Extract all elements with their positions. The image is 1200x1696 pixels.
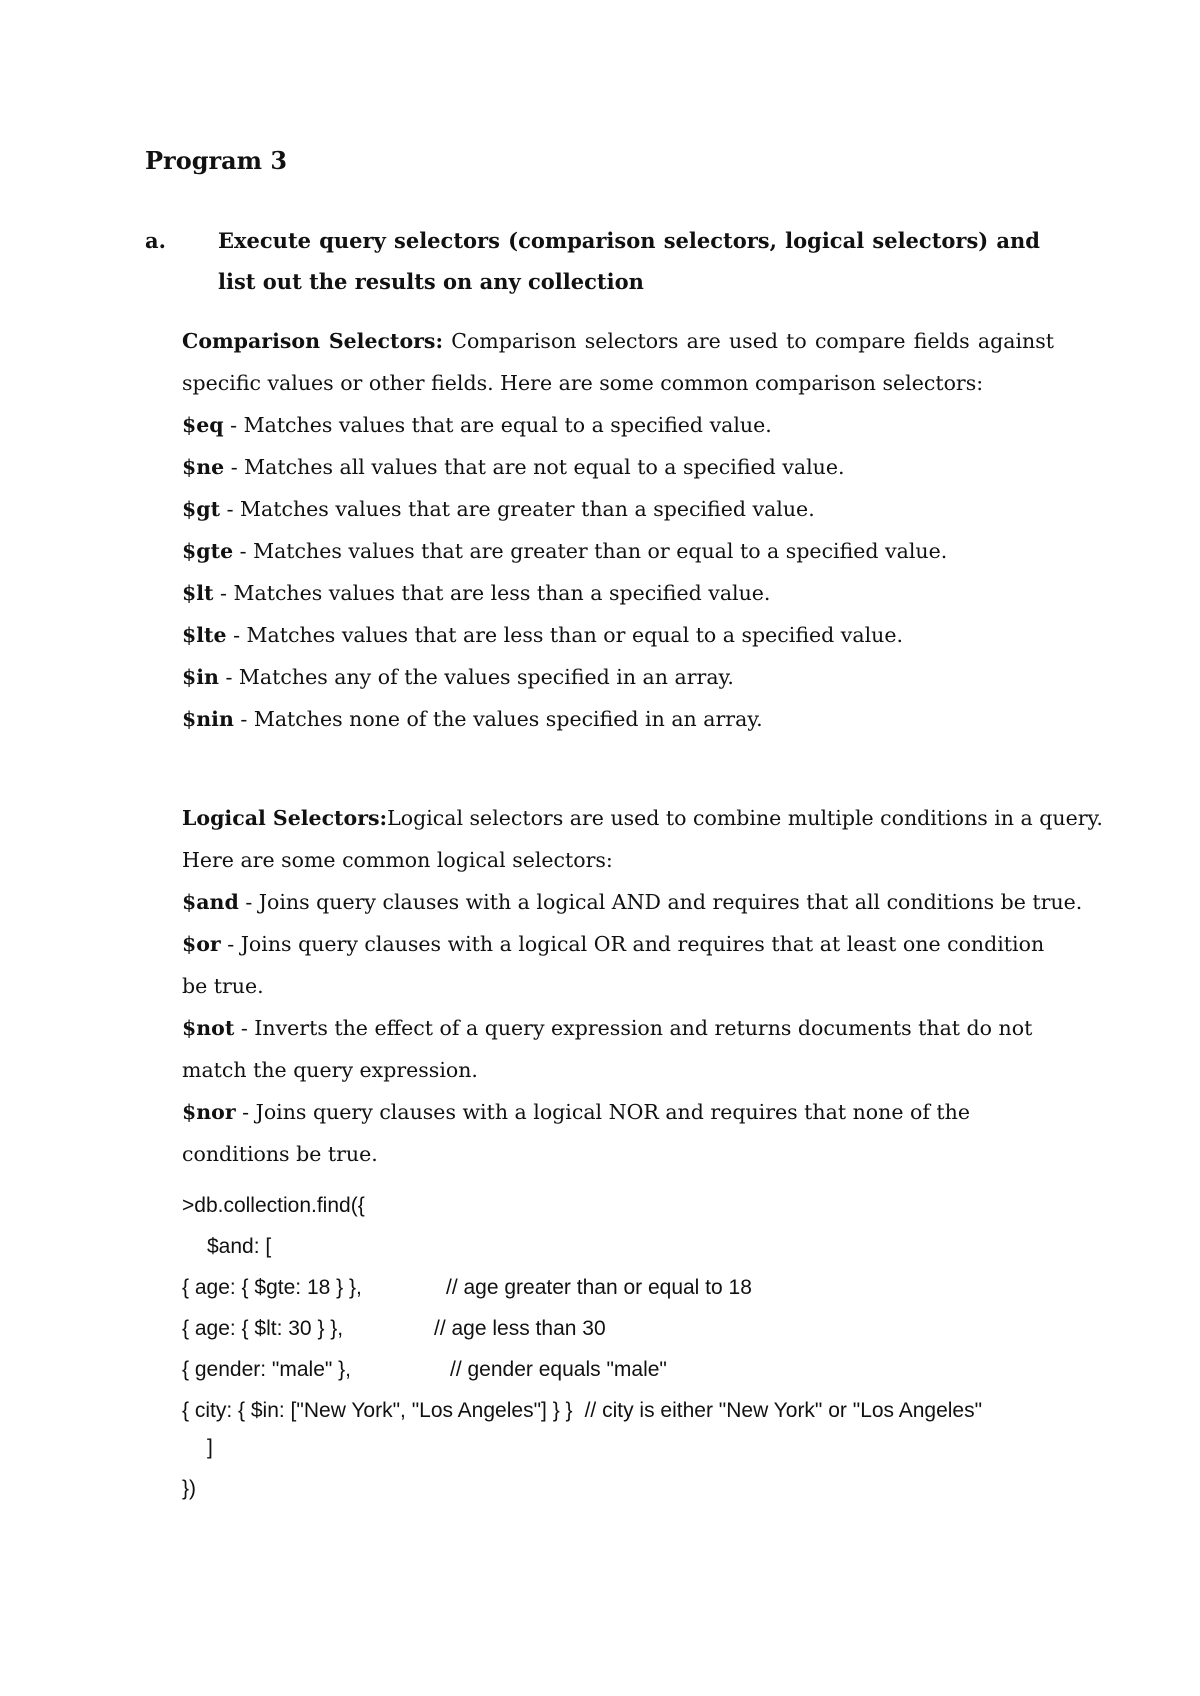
operator-description: - Joins query clauses with a logical NOR and requires that none of the conditions be true. bbox=[182, 1100, 971, 1166]
code-text: { city: { $in: ["New York", "Los Angeles"] } } bbox=[182, 1399, 573, 1422]
list-item bbox=[182, 656, 1054, 698]
logical-intro-text: Logical selectors are used to combine multiple conditions in a query. bbox=[387, 806, 1103, 830]
operator-description: - Matches values that are equal to a specified value. bbox=[223, 413, 772, 437]
list-item bbox=[182, 488, 1054, 530]
code-text: { age: { $gte: 18 } }, bbox=[182, 1276, 362, 1299]
list-item bbox=[182, 446, 1054, 488]
operator-name: $in bbox=[182, 665, 219, 689]
code-comment: // city is either "New York" or "Los Angeles" bbox=[584, 1399, 983, 1422]
code-comment: // age greater than or equal to 18 bbox=[446, 1276, 752, 1299]
operator-name: $or bbox=[182, 932, 221, 956]
code-line bbox=[182, 1308, 1052, 1349]
code-line: $and: [ bbox=[207, 1235, 272, 1258]
task-number: a. bbox=[145, 228, 166, 253]
operator-description: - Joins query clauses with a logical AND and requires that all conditions be true. bbox=[238, 890, 1083, 914]
operator-description: - Matches none of the values specified in an array. bbox=[233, 707, 763, 731]
operator-name: $not bbox=[182, 1016, 235, 1040]
operator-name: $eq bbox=[182, 413, 224, 437]
code-line: ] bbox=[207, 1436, 213, 1459]
operator-name: $nor bbox=[182, 1100, 236, 1124]
operator-name: $lte bbox=[182, 623, 227, 647]
operator-name: $lt bbox=[182, 581, 214, 605]
list-item bbox=[182, 530, 1054, 572]
operator-description: - Matches values that are greater than or equal to a specified value. bbox=[233, 539, 948, 563]
code-line bbox=[182, 1390, 1052, 1427]
logical-intro-continued: Here are some common logical selectors: bbox=[182, 848, 613, 872]
logical-selectors-section bbox=[182, 797, 1103, 1175]
code-comment: // age less than 30 bbox=[434, 1317, 606, 1340]
query-code-block bbox=[182, 1185, 1052, 1509]
operator-name: $gt bbox=[182, 497, 221, 521]
list-item bbox=[182, 404, 1054, 446]
operator-description: - Matches any of the values specified in an array. bbox=[218, 665, 734, 689]
list-item bbox=[182, 698, 1054, 740]
operator-name: $and bbox=[182, 890, 239, 914]
list-item bbox=[182, 1091, 1054, 1175]
list-item bbox=[182, 572, 1054, 614]
code-line: }) bbox=[182, 1477, 197, 1500]
list-item bbox=[182, 614, 1054, 656]
operator-name: $ne bbox=[182, 455, 225, 479]
code-text: { age: { $lt: 30 } }, bbox=[182, 1317, 344, 1340]
logical-heading: Logical Selectors: bbox=[182, 806, 388, 830]
comparison-heading: Comparison Selectors: bbox=[182, 329, 444, 353]
logical-intro bbox=[182, 797, 1103, 839]
list-item bbox=[182, 923, 1054, 1007]
code-text: { gender: "male" }, bbox=[182, 1358, 352, 1381]
comparison-selectors-section bbox=[182, 320, 1054, 740]
program-title: Program 3 bbox=[145, 146, 288, 175]
operator-description: - Matches all values that are not equal to a specified value. bbox=[224, 455, 845, 479]
operator-description: - Joins query clauses with a logical OR and requires that at least one condition be true. bbox=[182, 932, 1045, 998]
operator-description: - Matches values that are less than a specified value. bbox=[213, 581, 771, 605]
operator-description: - Inverts the effect of a query expression and returns documents that do not match the query expression. bbox=[182, 1016, 1033, 1082]
task-text: Execute query selectors (comparison selectors, logical selectors) and list out the results on any collection bbox=[218, 228, 1040, 294]
comparison-intro-text: Comparison selectors are used to compare fields against specific values or other fields. Here are some common comparison selectors: bbox=[182, 329, 1054, 395]
code-line bbox=[182, 1267, 1052, 1308]
operator-name: $nin bbox=[182, 707, 234, 731]
list-item bbox=[182, 1007, 1054, 1091]
task-item bbox=[145, 220, 1040, 302]
comparison-intro bbox=[182, 320, 1054, 404]
code-line: >db.collection.find({ bbox=[182, 1194, 365, 1217]
code-line bbox=[182, 1349, 1052, 1390]
code-comment: // gender equals "male" bbox=[450, 1358, 667, 1381]
operator-description: - Matches values that are less than or equal to a specified value. bbox=[226, 623, 903, 647]
operator-name: $gte bbox=[182, 539, 234, 563]
list-item bbox=[182, 881, 1083, 923]
operator-description: - Matches values that are greater than a specified value. bbox=[220, 497, 815, 521]
